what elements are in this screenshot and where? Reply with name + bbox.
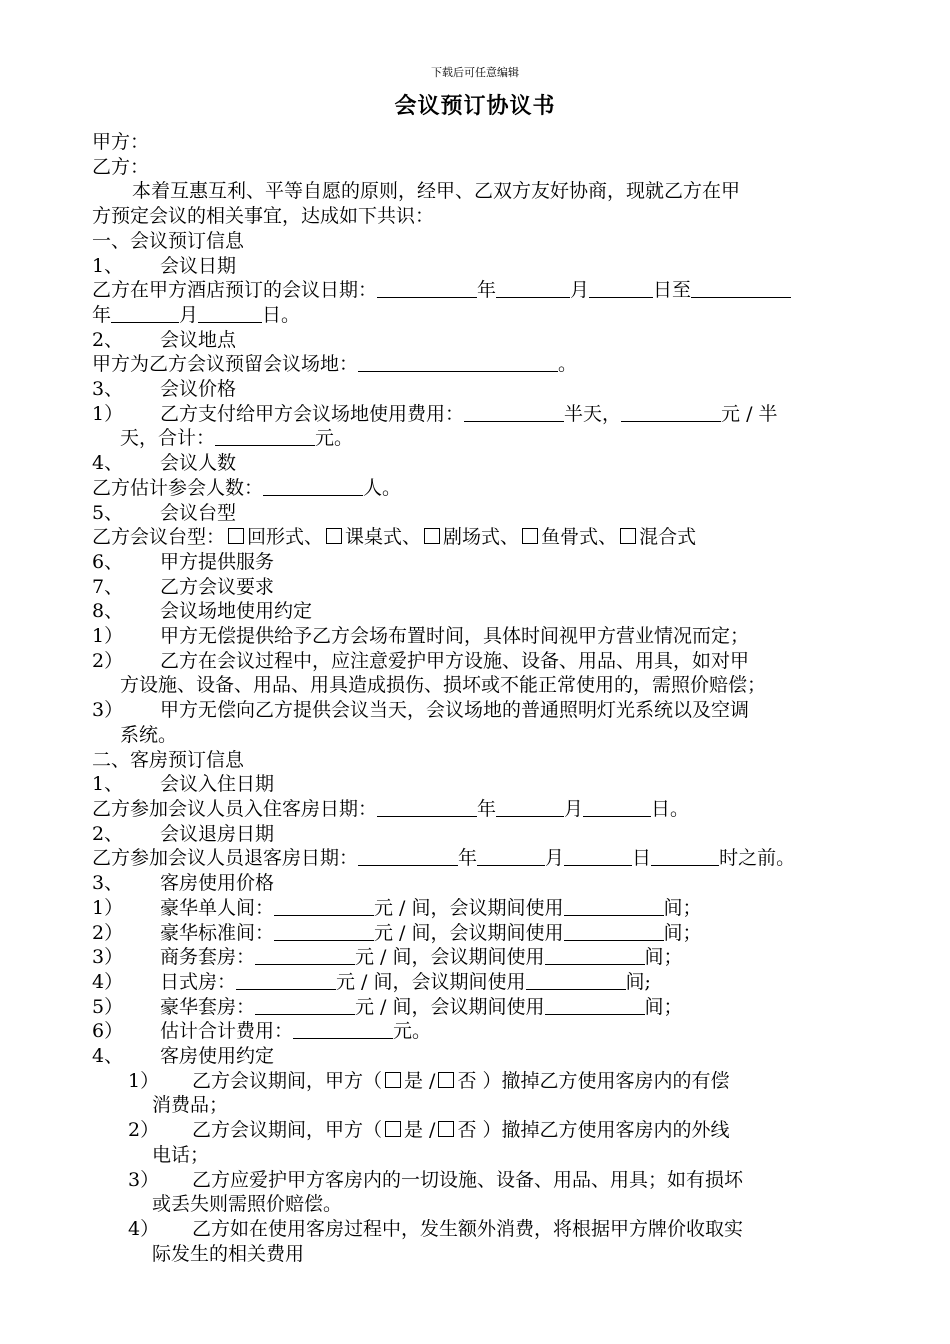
room-price-row bbox=[92, 921, 864, 946]
item-number: 1、 bbox=[92, 773, 124, 796]
room-term-1-cont: 消费品； bbox=[152, 1094, 229, 1117]
text: 甲方无偿提供给予乙方会场布置时间，具体时间视甲方营业情况而定； bbox=[160, 625, 750, 648]
option-label: 剧场式、 bbox=[443, 526, 520, 549]
text: 元 / 间，会议期间使用 bbox=[355, 946, 545, 969]
text: 天，合计： bbox=[120, 427, 216, 450]
venue-fee-line-cont bbox=[92, 426, 864, 451]
room-name: 豪华套房： bbox=[160, 995, 256, 1018]
text: 乙方在甲方酒店预订的会议日期： bbox=[92, 279, 378, 302]
item-requirements bbox=[92, 575, 864, 600]
checkbox[interactable] bbox=[620, 528, 636, 544]
item-number: 4、 bbox=[92, 452, 124, 475]
venue-term-2-cont: 方设施、设备、用品、用具造成损伤、损坏或不能正常使用的，需照价赔偿； bbox=[120, 674, 767, 697]
sub-number: 5） bbox=[92, 995, 124, 1018]
intro-paragraph-cont: 方预定会议的相关事宜，达成如下共识： bbox=[92, 205, 435, 228]
text: 否 ）撤掉乙方使用客房内的外线 bbox=[457, 1119, 730, 1142]
venue-term-1 bbox=[92, 624, 864, 649]
text: 乙方会议期间，甲方（ bbox=[192, 1069, 383, 1092]
blank-field[interactable] bbox=[274, 922, 374, 941]
blank-field[interactable] bbox=[526, 971, 626, 990]
text: 乙方会议台型： bbox=[92, 526, 226, 549]
item-number: 3、 bbox=[92, 872, 124, 895]
option-label: 混合式 bbox=[639, 526, 697, 549]
checkbox-no[interactable] bbox=[438, 1121, 454, 1137]
blank-field[interactable] bbox=[464, 403, 564, 422]
venue-term-2 bbox=[92, 649, 864, 674]
blank-field[interactable] bbox=[691, 279, 791, 298]
item-label: 乙方会议要求 bbox=[160, 575, 275, 598]
meeting-date-line-cont bbox=[92, 303, 864, 328]
text: 乙方支付给甲方会议场地使用费用： bbox=[160, 402, 465, 425]
item-checkin-date bbox=[92, 772, 864, 797]
blank-field[interactable] bbox=[255, 946, 355, 965]
meeting-venue-line bbox=[92, 352, 864, 377]
room-price-row bbox=[92, 945, 864, 970]
room-term-2 bbox=[92, 1118, 864, 1143]
checkbox[interactable] bbox=[424, 528, 440, 544]
text: 日至 bbox=[653, 279, 692, 302]
text: 时之前。 bbox=[719, 847, 796, 870]
text: 否 ）撤掉乙方使用客房内的有偿 bbox=[457, 1069, 730, 1092]
blank-field[interactable] bbox=[496, 798, 564, 817]
sub-number: 3） bbox=[92, 946, 124, 969]
text: 日 bbox=[632, 847, 652, 870]
section-heading-1: 一、会议预订信息 bbox=[92, 229, 245, 252]
text: 间； bbox=[663, 921, 702, 944]
blank-field[interactable] bbox=[477, 847, 545, 866]
document-body bbox=[92, 130, 864, 1266]
room-price-row bbox=[92, 896, 864, 921]
text: 乙方如在使用客房过程中，发生额外消费，将根据甲方牌价收取实 bbox=[192, 1217, 744, 1240]
item-number: 6、 bbox=[92, 550, 124, 573]
room-term-3 bbox=[92, 1168, 864, 1193]
blank-field[interactable] bbox=[274, 897, 374, 916]
option-label: 课桌式、 bbox=[345, 526, 422, 549]
section-heading-2: 二、客房预订信息 bbox=[92, 748, 245, 771]
room-name: 豪华单人间： bbox=[160, 896, 275, 919]
room-price-row bbox=[92, 995, 864, 1020]
text: 日。 bbox=[651, 797, 690, 820]
item-label: 会议退房日期 bbox=[160, 822, 275, 845]
text: 月 bbox=[564, 797, 584, 820]
text: 元。 bbox=[315, 427, 354, 450]
text: 半天， bbox=[564, 402, 622, 425]
header-note: 下载后可任意编辑 bbox=[431, 66, 519, 79]
item-label: 会议场地使用约定 bbox=[160, 600, 313, 623]
room-total-row bbox=[92, 1019, 864, 1044]
blank-field[interactable] bbox=[293, 1020, 393, 1039]
sub-number: 3） bbox=[128, 1168, 160, 1191]
checkbox-yes[interactable] bbox=[385, 1072, 401, 1088]
text: 元 / 间，会议期间使用 bbox=[374, 896, 564, 919]
item-label: 会议台型 bbox=[160, 501, 237, 524]
text: 日。 bbox=[262, 303, 301, 326]
venue-fee-line bbox=[92, 402, 864, 427]
blank-field[interactable] bbox=[111, 304, 179, 323]
sub-number: 1） bbox=[128, 1069, 160, 1092]
checkbox[interactable] bbox=[228, 528, 244, 544]
text: 是 / bbox=[404, 1119, 436, 1142]
intro-paragraph: 本着互惠互利、平等自愿的原则，经甲、乙双方友好协商，现就乙方在甲 bbox=[132, 180, 741, 203]
text: 乙方估计参会人数： bbox=[92, 476, 264, 499]
blank-field[interactable] bbox=[621, 403, 721, 422]
document-title: 会议预订协议书 bbox=[394, 93, 556, 119]
text: 人。 bbox=[363, 476, 402, 499]
blank-field[interactable] bbox=[545, 946, 645, 965]
layout-options-line bbox=[92, 525, 864, 550]
text: 元 / 间，会议期间使用 bbox=[374, 921, 564, 944]
blank-field[interactable] bbox=[236, 971, 336, 990]
attendees-line bbox=[92, 476, 864, 501]
text: 年 bbox=[458, 847, 478, 870]
text: 乙方在会议过程中，应注意爱护甲方设施、设备、用品、用具，如对甲 bbox=[160, 649, 750, 672]
sub-number: 4） bbox=[128, 1217, 160, 1240]
venue-term-3-cont: 系统。 bbox=[120, 723, 178, 746]
room-name: 豪华标准间： bbox=[160, 921, 275, 944]
text: 甲方无偿向乙方提供会议当天，会议场地的普通照明灯光系统以及空调 bbox=[160, 699, 750, 722]
blank-field[interactable] bbox=[198, 304, 262, 323]
sub-number: 3） bbox=[92, 699, 124, 722]
item-number: 7、 bbox=[92, 575, 124, 598]
item-label: 会议日期 bbox=[160, 254, 237, 277]
item-layout bbox=[92, 501, 864, 526]
item-number: 2、 bbox=[92, 328, 124, 351]
item-label: 会议地点 bbox=[160, 328, 237, 351]
room-price-row bbox=[92, 970, 864, 995]
meeting-date-line bbox=[92, 278, 864, 303]
item-number: 4、 bbox=[92, 1045, 124, 1068]
item-number: 5、 bbox=[92, 501, 124, 524]
text: 年 bbox=[477, 797, 497, 820]
text: 月 bbox=[179, 303, 199, 326]
text: 年 bbox=[477, 279, 497, 302]
blank-field[interactable] bbox=[215, 427, 315, 446]
text: 月 bbox=[545, 847, 565, 870]
sub-number: 4） bbox=[92, 970, 124, 993]
text: 元。 bbox=[393, 1020, 432, 1043]
blank-field[interactable] bbox=[564, 922, 664, 941]
item-checkout-date bbox=[92, 822, 864, 847]
blank-field[interactable] bbox=[358, 353, 558, 372]
item-meeting-date bbox=[92, 254, 864, 279]
checkbox-no[interactable] bbox=[438, 1072, 454, 1088]
party-b-line: 乙方： bbox=[92, 155, 150, 178]
item-number: 2、 bbox=[92, 822, 124, 845]
blank-field[interactable] bbox=[564, 897, 664, 916]
option-label: 回形式、 bbox=[247, 526, 324, 549]
item-meeting-price bbox=[92, 377, 864, 402]
item-label: 会议入住日期 bbox=[160, 773, 275, 796]
sub-number: 1） bbox=[92, 402, 124, 425]
sub-number: 2） bbox=[92, 921, 124, 944]
text: 月 bbox=[570, 279, 590, 302]
text: 元 / 间，会议期间使用 bbox=[336, 970, 526, 993]
item-meeting-venue bbox=[92, 328, 864, 353]
item-room-terms bbox=[92, 1044, 864, 1069]
item-label: 甲方提供服务 bbox=[160, 550, 275, 573]
room-term-1 bbox=[92, 1069, 864, 1094]
room-term-4 bbox=[92, 1217, 864, 1242]
option-label: 鱼骨式、 bbox=[541, 526, 618, 549]
room-name: 日式房： bbox=[160, 970, 237, 993]
blank-field[interactable] bbox=[358, 847, 458, 866]
item-number: 3、 bbox=[92, 378, 124, 401]
text: 间; bbox=[625, 970, 651, 993]
room-term-2-cont: 电话； bbox=[152, 1143, 210, 1166]
text: 估计合计费用： bbox=[160, 1020, 294, 1043]
blank-field[interactable] bbox=[496, 279, 570, 298]
sub-number: 1） bbox=[92, 896, 124, 919]
checkbox[interactable] bbox=[522, 528, 538, 544]
sub-number: 1） bbox=[92, 625, 124, 648]
checkbox-yes[interactable] bbox=[385, 1121, 401, 1137]
text: 乙方会议期间，甲方（ bbox=[192, 1119, 383, 1142]
item-label: 会议人数 bbox=[160, 452, 237, 475]
checkout-date-line bbox=[92, 846, 864, 871]
blank-field[interactable] bbox=[589, 279, 653, 298]
text: 乙方参加会议人员退客房日期： bbox=[92, 847, 359, 870]
blank-field[interactable] bbox=[564, 847, 632, 866]
text: 甲方为乙方会议预留会议场地： bbox=[92, 353, 359, 376]
blank-field[interactable] bbox=[255, 996, 355, 1015]
sub-number: 2） bbox=[92, 649, 124, 672]
venue-term-3 bbox=[92, 698, 864, 723]
item-number: 1、 bbox=[92, 254, 124, 277]
sub-number: 6） bbox=[92, 1020, 124, 1043]
checkin-date-line bbox=[92, 797, 864, 822]
text: 是 / bbox=[404, 1069, 436, 1092]
sub-number: 2） bbox=[128, 1119, 160, 1142]
blank-field[interactable] bbox=[651, 847, 719, 866]
item-attendees bbox=[92, 451, 864, 476]
room-term-3-cont: 或丢失则需照价赔偿。 bbox=[152, 1193, 343, 1216]
text: 间； bbox=[644, 946, 683, 969]
text: 元 / 间，会议期间使用 bbox=[355, 995, 545, 1018]
item-label: 客房使用价格 bbox=[160, 872, 275, 895]
item-number: 8、 bbox=[92, 600, 124, 623]
blank-field[interactable] bbox=[583, 798, 651, 817]
room-term-4-cont: 际发生的相关费用 bbox=[152, 1242, 305, 1265]
item-room-prices bbox=[92, 871, 864, 896]
blank-field[interactable] bbox=[377, 798, 477, 817]
item-label: 会议价格 bbox=[160, 378, 237, 401]
text: 元 / 半 bbox=[721, 402, 778, 425]
party-a-line: 甲方： bbox=[92, 131, 150, 153]
room-name: 商务套房： bbox=[160, 946, 256, 969]
blank-field[interactable] bbox=[377, 279, 477, 298]
item-venue-terms bbox=[92, 599, 864, 624]
text: 间； bbox=[644, 995, 683, 1018]
blank-field[interactable] bbox=[545, 996, 645, 1015]
text: 年 bbox=[92, 303, 112, 326]
item-services bbox=[92, 550, 864, 575]
text: 乙方参加会议人员入住客房日期： bbox=[92, 797, 378, 820]
text: 间； bbox=[663, 896, 702, 919]
item-label: 客房使用约定 bbox=[160, 1045, 275, 1068]
checkbox[interactable] bbox=[326, 528, 342, 544]
text: 乙方应爱护甲方客房内的一切设施、设备、用品、用具；如有损坏 bbox=[192, 1168, 744, 1191]
text: 。 bbox=[558, 353, 578, 376]
blank-field[interactable] bbox=[263, 477, 363, 496]
